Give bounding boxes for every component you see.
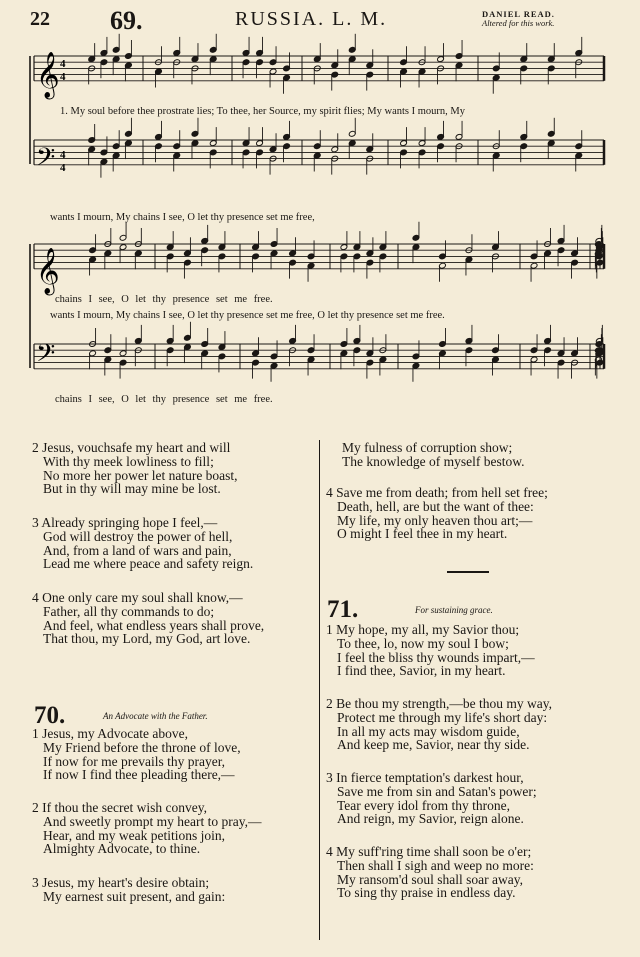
hymn71-title: For sustaining grace.: [415, 605, 493, 615]
hymn71-stanza-3: 3 In fierce temptation's darkest hour, Save me from sin and Satan's power; Tear every idol from thy throne, And reign, my Savior, reign alone.: [326, 770, 537, 827]
treble-clef-icon: 𝄞: [36, 248, 60, 294]
score-lyric-line-2: wants I mourn, My chains I see, O let thy presence set me free,: [50, 212, 315, 223]
tune-title: RUSSIA. L. M.: [235, 8, 388, 30]
composer-name: DANIEL READ.: [482, 9, 555, 19]
hymn70-number: 70.: [34, 702, 66, 729]
hymn69-stanza-4-right: 4 Save me from death; from hell set free; Death, hell, are but the want of thee: My life, my only heaven thou art;— O might I feel thee in my heart.: [326, 485, 548, 542]
column-divider: [319, 440, 320, 940]
hymn70-stanza-3: 3 Jesus, my heart's desire obtain; My earnest suit present, and gain:: [32, 875, 226, 904]
hymn69-stanza-3-continued: My fulness of corruption show; The knowledge of myself bestow.: [342, 440, 525, 469]
hymn69-stanza-4: 4 One only care my soul shall know,— Father, all thy commands to do; And feel, what endless years shall prove, That thou, my Lord, my God, art love.: [32, 590, 265, 647]
bass-clef-icon: 𝄢: [36, 143, 56, 178]
score-lyric-line-1: 1. My soul before thee prostrate lies; To thee, her Source, my spirit flies; My wants I mourn, My: [60, 106, 465, 117]
time-signature: 4: [60, 58, 66, 70]
section-rule: [447, 571, 489, 573]
time-signature: 4: [60, 149, 66, 161]
score-lyric-line-3: chains I see, O let thy presence set me free.: [55, 294, 273, 305]
bass-clef-icon: 𝄢: [36, 339, 56, 374]
hymn69-stanza-3: 3 Already springing hope I feel,— God will destroy the power of hell, And, from a land of wars and pain, Lead me where peace and safety reign.: [32, 515, 254, 572]
score-lyric-line-4: wants I mourn, My chains I see, O let thy presence set me free, O let thy presence set me free.: [50, 310, 445, 321]
music-score: [0, 0, 640, 420]
hymn70-title: An Advocate with the Father.: [103, 711, 208, 721]
time-signature: 4: [60, 162, 66, 174]
hymn71-stanza-2: 2 Be thou my strength,—be thou my way, Protect me through my life's short day: In all my acts may wisdom guide, And keep me, Savior, near thy side.: [326, 696, 552, 753]
page-number: 22: [30, 8, 50, 30]
hymn70-stanza-2: 2 If thou the secret wish convey, And sweetly prompt my heart to pray,— Hear, and my weak petitions join, Almighty Advocate, to thine.: [32, 800, 262, 857]
hymn71-stanza-4: 4 My suff'ring time shall soon be o'er; Then shall I sigh and weep no more: My ransom'd soul shall soar away, To sing thy praise in endless day.: [326, 844, 534, 901]
time-signature: 4: [60, 71, 66, 83]
hymn-number: 69.: [110, 6, 143, 35]
hymn71-stanza-1: 1 My hope, my all, my Savior thou; To thee, lo, now my soul I bow; I feel the bliss thy wounds impart,— I find thee, Savior, in my heart.: [326, 622, 535, 679]
hymn70-stanza-1: 1 Jesus, my Advocate above, My Friend before the throne of love, If now for me prevails thy prayer, If now I find thee pleading there,—: [32, 726, 241, 783]
hymn71-number: 71.: [327, 596, 359, 623]
treble-clef-icon: 𝄞: [36, 52, 60, 98]
hymn69-stanza-2: 2 Jesus, vouchsafe my heart and will With thy meek lowliness to fill; No more her power let nature boast, But in thy will may mine be lost.: [32, 440, 238, 497]
score-lyric-line-5: chains I see, O let thy presence set me free.: [55, 394, 273, 405]
composer-note: Altered for this work.: [482, 18, 555, 29]
